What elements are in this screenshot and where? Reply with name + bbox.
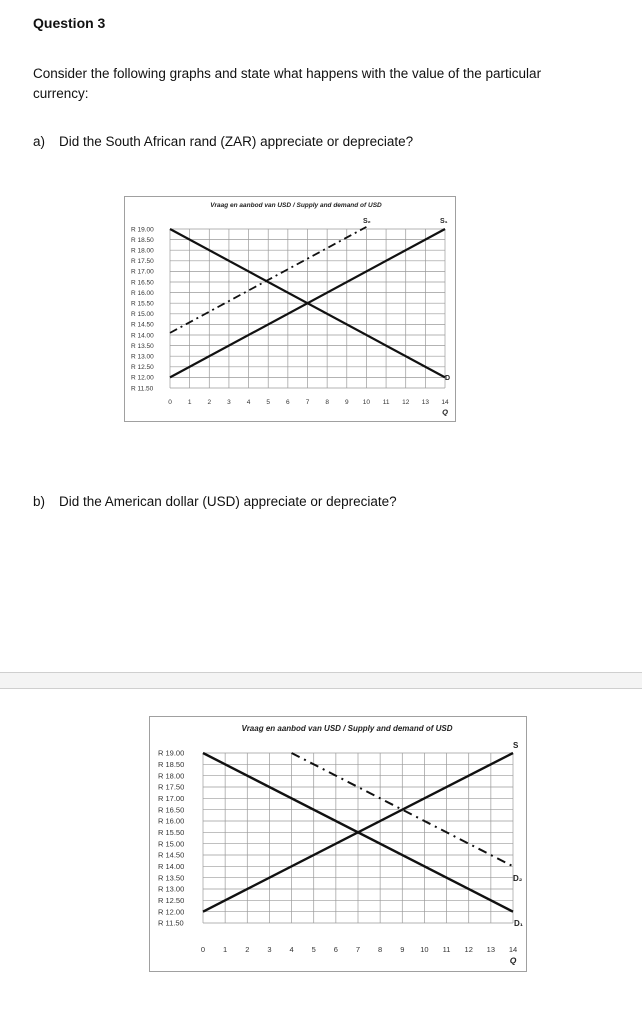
y-tick-label: R 15.00 bbox=[158, 839, 185, 849]
y-tick-label: R 18.00 bbox=[158, 771, 185, 781]
x-tick-label: 12 bbox=[464, 945, 473, 954]
x-tick-label: 2 bbox=[245, 945, 250, 954]
y-tick-label: R 14.50 bbox=[158, 850, 185, 860]
x-tick-label: 4 bbox=[246, 399, 251, 406]
y-tick-label: R 17.00 bbox=[158, 793, 185, 803]
x-tick-label: 10 bbox=[420, 945, 429, 954]
y-tick-label: R 17.00 bbox=[131, 268, 154, 276]
x-tick-label: 14 bbox=[441, 399, 449, 406]
question-a-text: Did the South African rand (ZAR) appreciate or depreciate? bbox=[59, 134, 414, 149]
x-tick-label: 0 bbox=[168, 399, 172, 406]
x-tick-label: 5 bbox=[266, 399, 271, 406]
y-tick-label: R 16.50 bbox=[131, 279, 154, 287]
y-tick-label: R 14.00 bbox=[131, 332, 154, 340]
question-b-label: b) bbox=[33, 494, 46, 509]
question-b-text: Did the American dollar (USD) appreciate or depreciate? bbox=[59, 494, 397, 509]
x-tick-label: 14 bbox=[508, 945, 518, 954]
x-tick-label: 1 bbox=[187, 399, 192, 406]
y-tick-label: R 14.00 bbox=[158, 861, 185, 871]
y-tick-label: R 15.00 bbox=[131, 311, 154, 319]
y-tick-label: R 11.50 bbox=[131, 385, 154, 393]
chart-title: Vraag en aanbod van USD / Supply and demand of USD bbox=[241, 724, 453, 733]
x-tick-label: 0 bbox=[200, 945, 206, 954]
x-tick-label: 9 bbox=[400, 945, 405, 954]
chart-title: Vraag en aanbod van USD / Supply and demand of USD bbox=[210, 202, 382, 209]
y-tick-label: R 18.50 bbox=[158, 759, 185, 769]
y-tick-label: R 16.00 bbox=[158, 816, 185, 826]
x-tick-label: 13 bbox=[486, 945, 496, 954]
x-tick-label: 4 bbox=[289, 945, 294, 954]
x-tick-label: 10 bbox=[362, 399, 371, 406]
y-tick-label: R 16.00 bbox=[131, 289, 154, 297]
series-label-s2: S₂ bbox=[363, 218, 371, 225]
x-tick-label: 6 bbox=[286, 399, 290, 406]
y-tick-label: R 19.00 bbox=[131, 226, 154, 234]
x-tick-label: 2 bbox=[207, 399, 212, 406]
y-tick-label: R 12.50 bbox=[158, 895, 185, 905]
y-tick-label: R 18.00 bbox=[131, 247, 154, 255]
page-break bbox=[0, 672, 642, 689]
x-axis-label: Q bbox=[442, 407, 448, 417]
question-b bbox=[33, 494, 397, 509]
series-label-s: S bbox=[513, 741, 519, 750]
x-tick-label: 11 bbox=[382, 399, 390, 406]
x-tick-label: 9 bbox=[344, 399, 349, 406]
x-tick-label: 3 bbox=[227, 399, 231, 406]
y-tick-label: R 17.50 bbox=[158, 782, 185, 792]
series-label-d1: D₁ bbox=[514, 919, 524, 928]
chart-a bbox=[124, 196, 456, 422]
y-tick-label: R 13.50 bbox=[131, 342, 154, 350]
y-tick-label: R 16.50 bbox=[158, 805, 185, 815]
question-a-label: a) bbox=[33, 134, 46, 149]
y-tick-label: R 12.50 bbox=[131, 364, 154, 372]
y-tick-label: R 12.00 bbox=[131, 374, 154, 382]
x-tick-label: 1 bbox=[223, 945, 228, 954]
x-tick-label: 13 bbox=[421, 399, 429, 406]
x-tick-label: 8 bbox=[378, 945, 383, 954]
series-label-d: D bbox=[445, 375, 451, 382]
question-intro: Consider the following graphs and state what happens with the value of the particular currency: bbox=[33, 66, 542, 101]
y-tick-label: R 13.00 bbox=[131, 353, 154, 361]
question-title: Question 3 bbox=[33, 15, 106, 31]
y-tick-label: R 12.00 bbox=[158, 907, 185, 917]
x-tick-label: 5 bbox=[311, 945, 316, 954]
y-tick-label: R 18.50 bbox=[131, 236, 154, 244]
y-tick-label: R 17.50 bbox=[131, 258, 154, 266]
x-tick-label: 6 bbox=[333, 945, 338, 954]
y-tick-label: R 14.50 bbox=[131, 321, 154, 329]
y-tick-label: R 13.00 bbox=[158, 884, 185, 894]
y-tick-label: R 11.50 bbox=[158, 918, 184, 928]
x-tick-label: 12 bbox=[402, 399, 410, 406]
x-tick-label: 8 bbox=[325, 399, 329, 406]
series-label-s1: S₁ bbox=[440, 218, 448, 225]
x-tick-label: 3 bbox=[267, 945, 272, 954]
series-label-d2: D₂ bbox=[513, 874, 523, 883]
x-tick-label: 7 bbox=[305, 399, 310, 406]
x-tick-label: 11 bbox=[442, 945, 451, 954]
y-tick-label: R 13.50 bbox=[158, 873, 185, 883]
x-axis-label: Q bbox=[509, 955, 517, 966]
question-a bbox=[33, 134, 413, 149]
y-tick-label: R 19.00 bbox=[158, 748, 185, 758]
y-tick-label: R 15.50 bbox=[131, 300, 154, 308]
y-tick-label: R 15.50 bbox=[158, 827, 185, 837]
x-tick-label: 7 bbox=[355, 945, 361, 954]
chart-b bbox=[149, 716, 527, 972]
